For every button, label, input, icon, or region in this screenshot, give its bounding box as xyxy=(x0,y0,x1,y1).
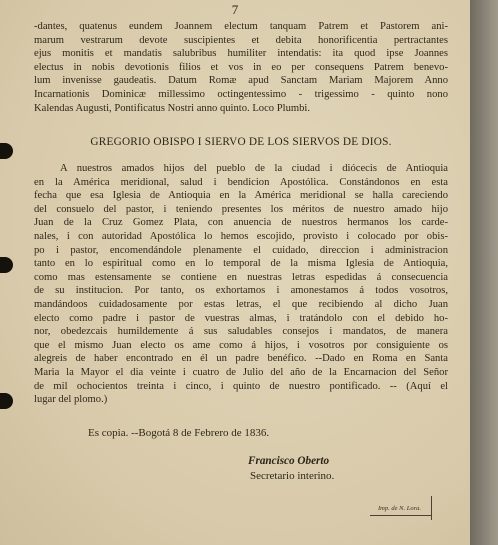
spanish-line: Juan de la Cruz Gomez Plata, con anuencia de nuestros hermanos los carde- xyxy=(34,217,448,229)
latin-line: ejus monitis et mandatis salubribus humiliter intendatis: ita quod ipse Joannes xyxy=(34,48,448,60)
spanish-line: tanto en lo espiritual como en lo temporal de la misma Iglesia de Antioquia, xyxy=(34,258,448,270)
spanish-line: de su institucion. Por tanto, os exhortamos i amonestamos á todos vosotros, xyxy=(34,285,448,297)
spanish-line: como mas estensamente se contiene en nuestras letras espedidas á consecuencia xyxy=(34,271,448,283)
latin-line: electus in nobis devotionis filios et vos in eo per consequens Patrem benevo- xyxy=(34,61,448,73)
binding-hole xyxy=(0,143,13,159)
latin-line: -dantes, quatenus eundem Joannem electum tanquam Patrem et Pastorem ani- xyxy=(34,21,448,32)
spanish-line: que el mismo Juan electo os ame como á hijos, i vosotros por consiguiente os xyxy=(34,339,448,351)
page-number: 7 xyxy=(231,2,239,17)
binding-hole xyxy=(0,393,13,409)
imprint-rule-horizontal xyxy=(370,515,432,516)
signer-title: Secretario interino. xyxy=(250,470,335,482)
spanish-line: mandándoos cuidadosamente por estas letras, el que recibiendo al dicho Juan xyxy=(34,298,448,310)
copy-attestation: Es copia. --Bogotá 8 de Febrero de 1836. xyxy=(88,427,270,439)
spanish-line: del consuelo del pastor, i teniendo presentes los méritos de nuestro amado hijo xyxy=(34,203,448,215)
page-edge-background xyxy=(470,0,498,545)
latin-line: Incarnationis Dominicæ millessimo octingentessimo - trigessimo - quinto nono xyxy=(34,88,448,100)
spanish-line: lugar del plomo.) xyxy=(34,394,108,406)
signer-name: Francisco Oberto xyxy=(248,455,330,467)
section-heading: GREGORIO OBISPO I SIERVO DE LOS SIERVOS DE DIOS. xyxy=(90,136,392,148)
latin-paragraph xyxy=(34,20,448,115)
spanish-line: electo como padre i pastor de vuestras almas, i tratándolo con el debido ho- xyxy=(34,312,448,324)
spanish-line: A nuestros amados hijos del pueblo de la ciudad i diócecis de Antioquia xyxy=(60,163,448,174)
latin-line: marum vestrarum devote suscipientes et debita honorificentia pertractantes xyxy=(34,34,448,46)
spanish-line: nor, obedezcais humildemente á sus saludables consejos i mandatos, de manera xyxy=(34,326,448,338)
spanish-line: fecha que esa Iglesia de Antioquia en la América meridional se halla careciendo xyxy=(34,190,448,202)
spanish-line: nales, i con autoridad Apostólica lo hemos escojido, provisto i colocado por obis- xyxy=(34,230,448,242)
spanish-line: po i pastor, encomendándole plenamente el cuidado, direccion i administracion xyxy=(34,244,448,256)
spanish-line: alegreis de haber encontrado en él un padre benéfico. --Dado en Roma en Santa xyxy=(34,353,448,365)
binding-hole xyxy=(0,257,13,273)
spanish-line: Maria la Mayor el dia veinte i cuatro de Julio del año de la Encarnacion del Señor xyxy=(34,366,448,378)
spanish-paragraph xyxy=(34,162,448,407)
printer-imprint: Imp. de N. Lora. xyxy=(378,505,421,512)
latin-line: Kalendas Augusti, Pontificatus Nostri anno quinto. Loco Plumbi. xyxy=(34,102,311,114)
latin-line: lum invenisse gaudeatis. Datum Romæ apud Sanctam Mariam Majorem Anno xyxy=(34,75,448,87)
spanish-line: de mil ochocientos treinta i cinco, i quinto de nuestro pontificado. -- (Aquí el xyxy=(34,380,448,392)
spanish-line: en la América meridional, salud i bendicion Apostólica. Constándonos en esta xyxy=(34,176,448,188)
imprint-rule-vertical xyxy=(431,496,432,520)
